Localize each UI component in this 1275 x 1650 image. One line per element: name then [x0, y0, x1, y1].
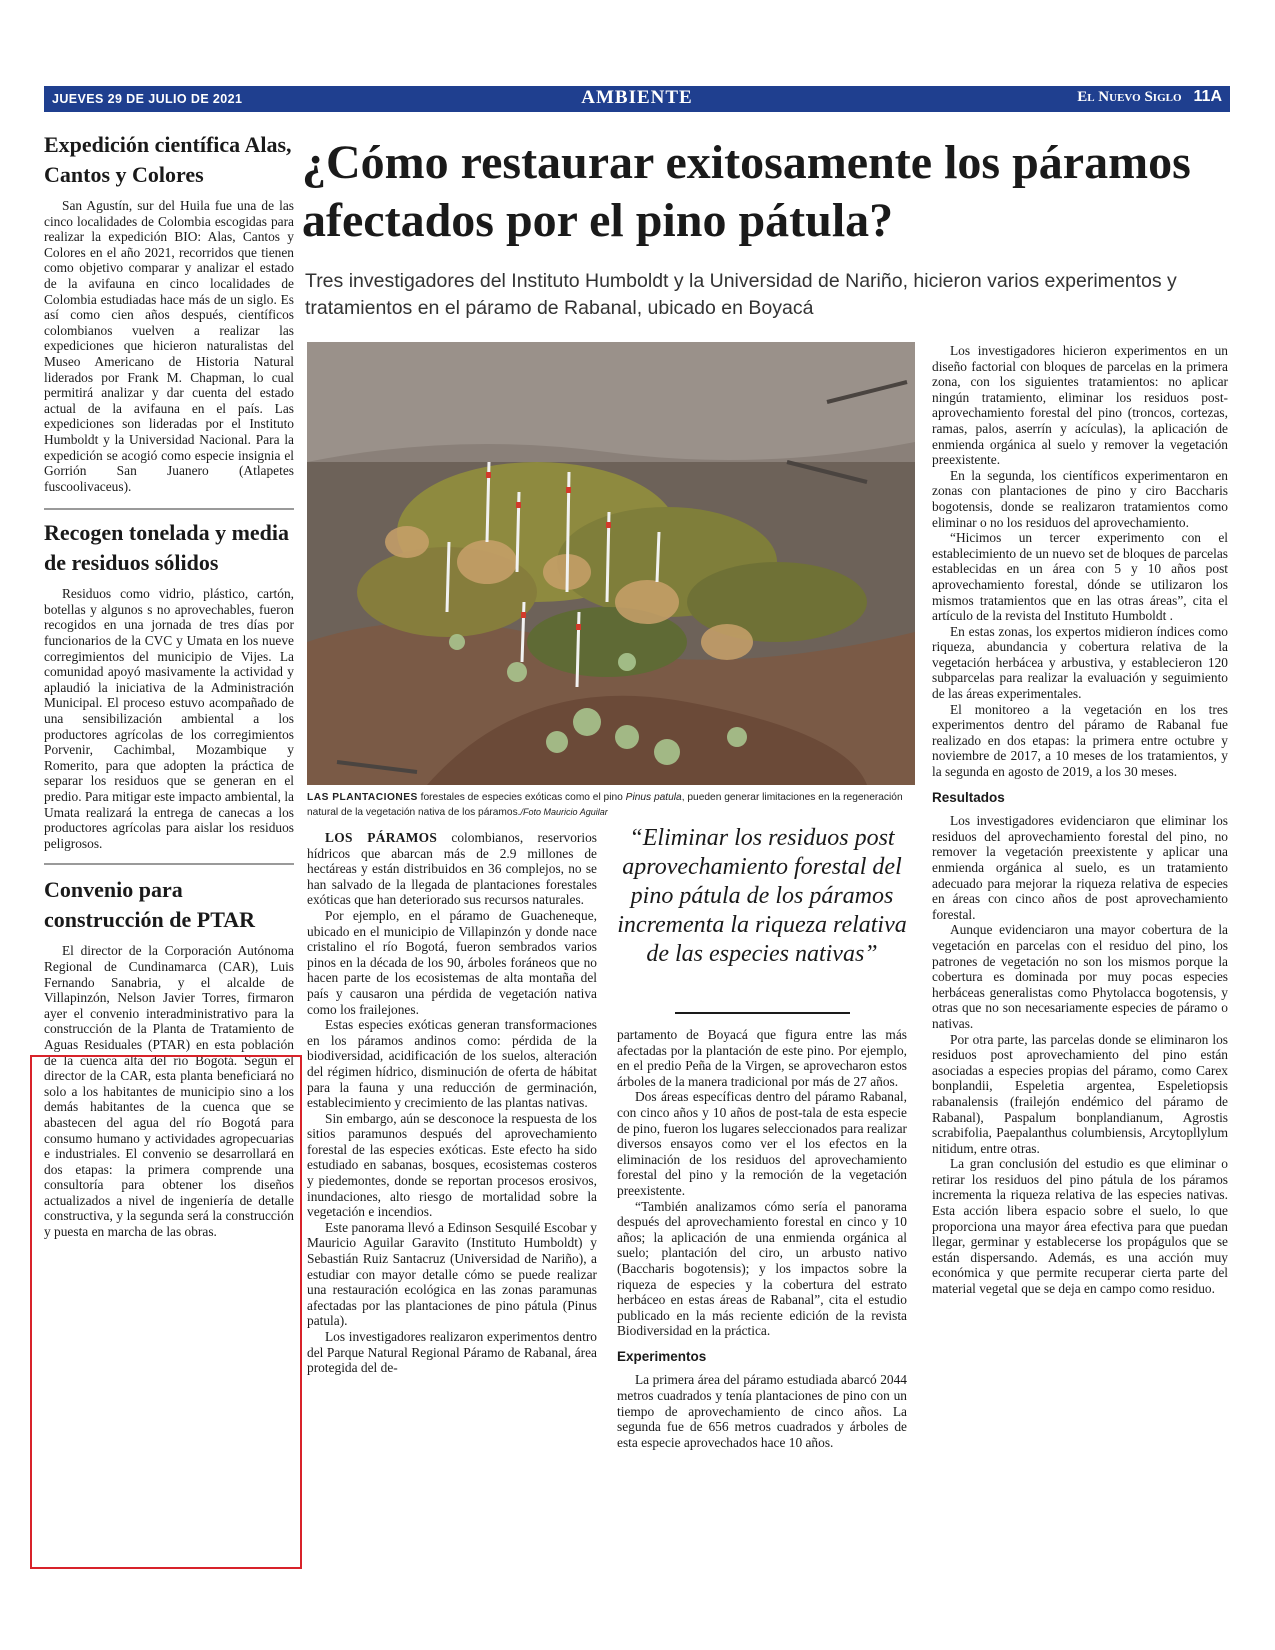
article-paragraph: La primera área del páramo estudiada abarcó 2044 metros cuadrados y tenía plantaciones de pino con un tiempo de aprovechamiento de cinco años. La segunda fue de 656 metros cuadrados y árboles de esta especie aprovechados hace 10 años.: [617, 1372, 907, 1450]
divider: [44, 863, 294, 865]
section-subhead: Experimentos: [617, 1348, 707, 1364]
publication-date: JUEVES 29 DE JULIO DE 2021: [52, 92, 243, 106]
article-paragraph: partamento de Boyacá que figura entre las más afectadas por la plantación de este pino. Por ejemplo, en el predio Peña de la Virgen, se aprovecharon estos árboles de la manera tradicional por más de 27 años.: [617, 1027, 907, 1089]
brief-body: Residuos como vidrio, plástico, cartón, botellas y algunos s no aprovechables, fueron recogidos en una jornada de tres días por funcionarios de la CVC y Umata en los nueve corregimientos del municipio de Vijes. La comunidad apoyó masivamente la actividad y aplaudió la iniciativa de la Administración Municipal. El proceso estuvo acompañado de una sensibilización ambiental a los productores agrícolas de los corregimientos Porvenir, Cachimbal, Mozambique y Romerito, para que adopten la práctica de separar los residuos que se generan en el predio. Para mitigar este impacto ambiental, la Umata realizará la entrega de canecas a los productores agrícolas para aislar los residuos peligrosos.: [44, 586, 294, 851]
brief-title: Convenio para construcción de PTAR: [44, 877, 256, 933]
article-column-3: [932, 343, 1228, 1297]
article-paragraph: “Hicimos un tercer experimento con el establecimiento de un nuevo set de bloques de parcelas establecidas en un área con 5 y 10 años post aprovechamiento forestal, dónde se utilizaron los mismos tratamientos que en las otras áreas”, cita el artículo de la revista del Instituto Humboldt .: [932, 530, 1228, 624]
article-paragraph: Sin embargo, aún se desconoce la respuesta de los sitios paramunos después del aprovechamiento forestal de las especies exóticas. Este efecto ha sido estudiado en sabanas, bosques, ecosistemas costeros y piedemontes, donde se reportan procesos erosivos, inundaciones, alto riesgo de mortalidad sobre la vegetación e incendios.: [307, 1110, 597, 1220]
article-paragraph: Estas especies exóticas generan transformaciones en los páramos andinos como: pérdida de la biodiversidad, acidificación de los suelos, alteración del régimen hídrico, disminución de oferta de hábitat para la fauna y una reducción de germinación, establecimiento y crecimiento de las plantas nativas.: [307, 1017, 597, 1111]
brief-expedicion: [44, 130, 294, 494]
pull-quote: “Eliminar los residuos post aprovechamiento forestal del pino pátula de los páramos incrementa la riqueza relativa de las especies nativas”: [617, 825, 907, 967]
section-subhead: Resultados: [932, 789, 1005, 805]
article-paragraph: Los investigadores evidenciaron que eliminar los residuos del aprovechamiento forestal del pino, no remover la vegetación preexistente y aplicar una enmienda orgánica al suelo, es un tratamiento adecuado para mejorar la riqueza relativa de especies en áreas con cinco años de post aprovechamiento forestal.: [932, 813, 1228, 922]
article-subtitle: Tres investigadores del Instituto Humboldt y la Universidad de Nariño, hicieron varios experimentos y tratamientos en el páramo de Rabanal, ubicado en Boyacá: [305, 270, 1177, 319]
pull-quote-rule: [675, 1012, 850, 1014]
photo-caption: [307, 790, 917, 820]
brief-body: El director de la Corporación Autónoma Regional de Cundinamarca (CAR), Luis Fernando Sanabria, y el alcalde de Villapinzón, Nelson Javier Torres, firmaron ayer el convenio interadministrativo para la construcción de la Planta de Tratamiento de Aguas Residuales (PTAR) en esta población de la cuenca alta del río Bogotá. Según el director de la CAR, esta planta beneficiará no solo a los habitantes de municipio sino a los demás habitantes de la cuenca que se abastecen del agua del río Bogotá para consumo humano y actividades agropecuarias e industriales. El convenio se desarrollará en dos etapas: la primera comprende una consultoría para obtener los diseños actualizados a nivel de ingeniería de detalle constructiva, y la segunda será la construcción y puesta en marcha de las obras.: [44, 943, 294, 1240]
article-paragraph: Por otra parte, las parcelas donde se eliminaron los residuos post aprovechamiento del pino están asociadas a especies propias del páramo, como Carex bonplandii, Espeletia argentea, Espeletiopsis rabanalensis (frailejón endémico del páramo de Rabanal), Paspalum bonplandianum, Agrostis scrabifolia, Paepalanthus columbiensis, Arcytopllylum nitidum, entre otras.: [932, 1031, 1228, 1156]
photo-credit: /Foto Mauricio Aguilar: [520, 807, 608, 817]
caption-species: Pinus patula: [625, 792, 682, 803]
article-paragraph: La gran conclusión del estudio es que eliminar o retirar los residuos del pino pátula de los páramos incrementa la riqueza relativa de las especies nativas. Esta acción libera espacio sobre el suelo, lo que proporciona una mayor área efectiva para que puedan llegar, germinar y establecerse los propágulos que se están dispersando. Además, es una acción muy económica y que permite recuperar cierta parte del material vegetal que se deja en campo como residuo.: [932, 1156, 1228, 1297]
caption-lead: LAS PLANTACIONES: [307, 792, 418, 803]
article-paragraph: Aunque evidenciaron una mayor cobertura de la vegetación en parcelas con el residuo del pino, los patrones de vegetación no son los mismos porque la cobertura es dominada por muy pocas especies herbáceas generalistas como Phytolacca bogotensis, y otras que no son necesariamente especies de páramo o nativas.: [932, 922, 1228, 1031]
masthead-right: [1077, 88, 1222, 106]
paramo-photo-illustration: [307, 342, 915, 785]
lead-in: LOS PÁRAMOS: [325, 830, 438, 845]
brief-body-wrap: [44, 586, 294, 851]
brief-title: Recogen tonelada y media de residuos sólidos: [44, 520, 290, 576]
newspaper-name: El Nuevo Siglo: [1077, 89, 1182, 105]
article-paragraph: Dos áreas específicas dentro del páramo Rabanal, con cinco años y 10 años de post-tala de esta especie de pino, fueron los lugares seleccionados para realizar diversos ensayos como ver el los efectos en la eliminación de los residuos del aprovechamiento forestal del pino y la remoción de la vegetación preexistente.: [617, 1089, 908, 1198]
article-paragraph: El monitoreo a la vegetación en los tres experimentos dentro del páramo de Rabanal fue realizado en dos etapas: la primera entre octubre y noviembre de 2017, a 10 meses de los tratamientos, y la segunda en agosto de 2019, a los 30 meses.: [932, 701, 1228, 780]
article-photo: [307, 342, 915, 785]
brief-residuos: [44, 518, 294, 851]
brief-title: Expedición científica Alas, Cantos y Colores: [44, 132, 292, 187]
article-column-1: [307, 830, 597, 1376]
article-paragraph: En estas zonas, los expertos midieron índices como riqueza, abundancia y cobertura relativa de la vegetación herbácea y arbustiva, y establecieron 120 subparcelas para realizar la evaluación y seguimiento de las áreas experimentales.: [932, 623, 1228, 702]
section-name: AMBIENTE: [581, 87, 693, 108]
brief-body: San Agustín, sur del Huila fue una de las cinco localidades de Colombia escogidas para realizar la expedición BIO: Alas, Cantos y Colores en el año 2021, recorridos que tienen como objetivo comparar y analizar el estado de la avifauna en cinco localidades de Colombia estudiadas hace más de un siglo. Es así como cien años después, científicos colombianos vuelven a realizar las expediciones que hicieron naturalistas del Museo Americano de Historia Natural liderados por Frank M. Chapman, lo cual permitirá analizar y dar cuenta del estado actual de la avifauna en el país. Las expediciones son lideradas por el Instituto Humboldt y la Universidad Nacional. Para la expedición se acogió como especie insignia el Gorrión San Juanero (Atlapetes fuscoolivaceus).: [44, 198, 294, 494]
page-number: 11A: [1193, 88, 1222, 105]
article-paragraph: “También analizamos cómo sería el panorama después del aprovechamiento forestal en cinco y 10 años; la aplicación de una enmienda orgánica al suelo; plantación del ciro, un arbusto nativo (Baccharis bogotensis); y los impactos sobre la riqueza de especies y la cobertura del estrato herbáceo en estas áreas de Rabanal”, cita el estudio publicado en la más reciente edición de la revista Biodiversidad en la práctica.: [617, 1198, 907, 1339]
article-paragraph: Por ejemplo, en el páramo de Guacheneque, ubicado en el municipio de Villapinzón y donde nace cristalino el río Bogotá, fueron sembrados varios pinos en la década de los 90, árboles foráneos que no hacen parte de los ecosistemas de alta montaña del país y causaron una pérdida de vegetación nativa como los frailejones.: [307, 907, 597, 1017]
caption-text: forestales de especies exóticas como el pino: [417, 792, 626, 803]
article-paragraph: colombianos, reservorios hídricos que abarcan más de 2.9 millones de hectáreas y están distribuidos en 36 complejos, no se han salvado de la llegada de plantaciones forestales exóticas que han deteriorado sus recursos naturales.: [307, 830, 598, 908]
article-column-2: [617, 1027, 907, 1450]
article-paragraph: Este panorama llevó a Edinson Sesquilé Escobar y Mauricio Aguilar Garavito (Instituto Humboldt) y Sebastián Ruiz Santacruz (Universidad de Nariño), a estudiar con mayor detalle cómo se puede realizar una restauración ecológica en las zonas paramunas afectadas por las plantaciones de pino pátula (Pinus patula).: [307, 1219, 597, 1329]
highlight-box: [30, 1055, 302, 1569]
divider: [44, 508, 294, 510]
caption-text-2: , pueden generar limitaciones en la regeneración natural de la vegetación nativa de los páramos.: [307, 792, 903, 818]
article-paragraph: Los investigadores hicieron experimentos en un diseño factorial con bloques de parcelas en la primera zona, con los siguientes tratamientos: no aplicar ningún tratamiento, eliminar los residuos post-aprovechamiento forestal del pino (troncos, cortezas, ramas, palos, aserrín y acículas), la aplicación de enmienda orgánica al suelo y remover la vegetación preexistente.: [932, 343, 1228, 468]
brief-body-wrap: [44, 198, 294, 494]
article-paragraph: Los investigadores realizaron experimentos dentro del Parque Natural Regional Páramo de Rabanal, área protegida del de-: [307, 1329, 597, 1376]
page-header-bar: [44, 86, 1230, 112]
article-headline: ¿Cómo restaurar exitosamente los páramos afectados por el pino pátula?: [302, 136, 1191, 247]
article-paragraph: En la segunda, los científicos experimentaron en zonas con plantaciones de pino y ciro Baccharis bogotensis, donde se realizaron tratamientos como eliminar o no los residuos del aprovechamiento.: [932, 467, 1228, 530]
